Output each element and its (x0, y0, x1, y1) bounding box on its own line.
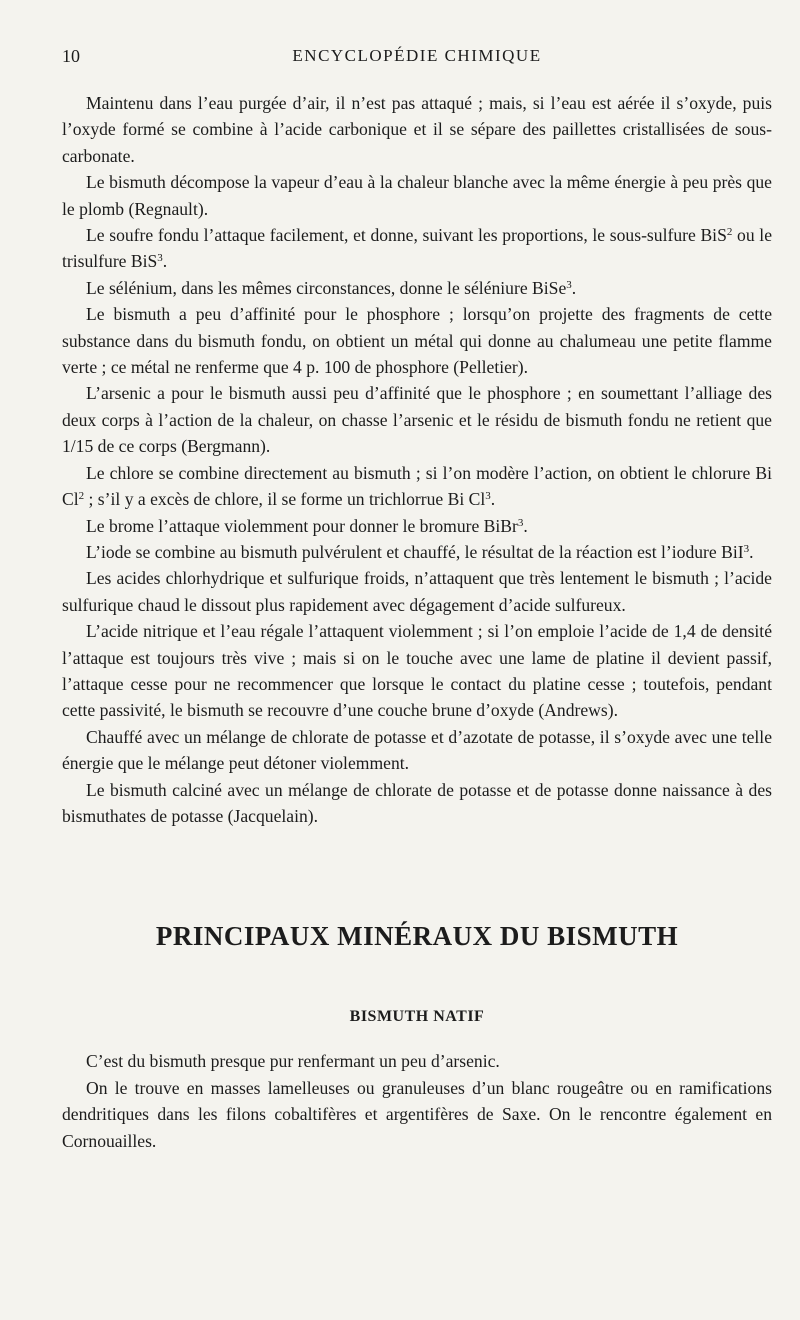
paragraph-text: ou le trisulfure BiS (62, 225, 773, 272)
paragraph-text: ; s’il y a excès de chlore, il se forme un trichlorrue Bi Cl (84, 489, 486, 510)
paragraph-text: Les acides chlorhydrique et sulfurique froids, n’attaquent que très lentement le bismuth ; l’acide sulfurique chaud le dissout plus rapidement avec dégagement d’acide sulfureux. (62, 568, 772, 615)
section-paragraph: C’est du bismuth presque pur renfermant un peu d’arsenic. (86, 1051, 500, 1072)
book-page (62, 46, 772, 1154)
paragraph (62, 90, 772, 169)
paragraph (62, 513, 772, 539)
paragraph (62, 301, 772, 380)
paragraph (62, 380, 772, 459)
paragraph (62, 539, 772, 565)
paragraph-text: Chauffé avec un mélange de chlorate de potasse et d’azotate de potasse, il s’oxyde avec une telle énergie que le mélange peut détoner violemment. (62, 726, 772, 774)
superscript: 3 (157, 252, 163, 265)
superscript: 2 (726, 226, 733, 239)
paragraph-text: Le brome l’attaque violemment pour donner le bromure BiBr (86, 515, 518, 536)
paragraph-text: . (571, 277, 577, 298)
paragraph-text: Le sélénium, dans les mêmes circonstances, donne le séléniure BiSe (86, 277, 567, 298)
section-paragraph: On le trouve en masses lamelleuses ou granuleuses d’un blanc rougeâtre ou en ramifications dendritiques dans les filons cobaltifères et argentifères de Saxe. On le rencontre également en Cornouailles. (62, 1077, 772, 1151)
paragraph-text: . (490, 489, 496, 510)
section-title: PRINCIPAUX MINÉRAUX DU BISMUTH (155, 921, 679, 952)
paragraph (62, 724, 772, 777)
paragraph-text: L’acide nitrique et l’eau régale l’attaquent violemment ; si l’on emploie l’acide de 1,4 de densité l’attaque est toujours très vive ; mais si on le touche avec une lame de platine il devient passif, l’attaque cesse pour ne recommencer que lorsque le contact du platine cesse ; toutefois, pendant cette passivité, le bismuth se recouvre d’une couche brune d’oxyde (Andrews). (62, 621, 772, 721)
paragraph (62, 618, 772, 724)
paragraph-text: Le bismuth calciné avec un mélange de chlorate de potasse et de potasse donne naissance à des bismuthates de potasse (Jacquelain). (62, 779, 772, 826)
paragraph-text: L’arsenic a pour le bismuth aussi peu d’affinité que le phosphore ; en soumettant l’alliage des deux corps à l’action de la chaleur, on chasse l’arsenic et le résidu de bismuth fondu ne retient que 1/15 de ce corps (Bergmann). (62, 383, 772, 457)
superscript: 2 (78, 490, 85, 503)
page-number: 10 (62, 46, 80, 66)
body-text (62, 90, 772, 829)
paragraph-text: Le soufre fondu l’attaque facilement, et donne, suivant les proportions, le sous-sulfure BiS (86, 225, 727, 246)
paragraph (62, 777, 772, 830)
running-title: ENCYCLOPÉDIE CHIMIQUE (292, 46, 542, 65)
paragraph (62, 222, 772, 275)
superscript: 3 (743, 542, 750, 555)
paragraph-text: . (162, 251, 168, 272)
superscript: 3 (566, 278, 572, 291)
paragraph-text: Maintenu dans l’eau purgée d’air, il n’est pas attaqué ; mais, si l’eau est aérée il s’oxyde, puis l’oxyde formé se combine à l’acide carbonique et il se sépare des paillettes cristallisées de sous-carbonate. (62, 93, 772, 166)
paragraph-text: . (523, 515, 528, 536)
paragraph (62, 169, 772, 222)
superscript: 3 (517, 516, 524, 529)
superscript: 3 (485, 490, 491, 503)
paragraph (62, 565, 772, 618)
paragraph (62, 275, 772, 301)
paragraph-text: L’iode se combine au bismuth pulvérulent et chauffé, le résultat de la réaction est l’iodure BiI (86, 541, 744, 562)
paragraph-text: Le bismuth décompose la vapeur d’eau à la chaleur blanche avec la même énergie à peu près que le plomb (Regnault). (62, 172, 772, 219)
paragraph-text: Le chlore se combine directement au bismuth ; si l’on modère l’action, on obtient le chlorure Bi Cl (62, 462, 772, 510)
paragraph-text: . (749, 541, 754, 562)
paragraph (62, 460, 772, 513)
subsection-title: BISMUTH NATIF (349, 1008, 485, 1026)
paragraph-text: Le bismuth a peu d’affinité pour le phosphore ; lorsqu’on projette des fragments de cette substance dans du bismuth fondu, on obtient un métal qui donne au chalumeau une petite flamme verte ; ce métal ne renferme que 4 p. 100 de phosphore (Pelletier). (62, 304, 772, 378)
section-text (62, 1048, 772, 1154)
page-header (62, 46, 772, 76)
